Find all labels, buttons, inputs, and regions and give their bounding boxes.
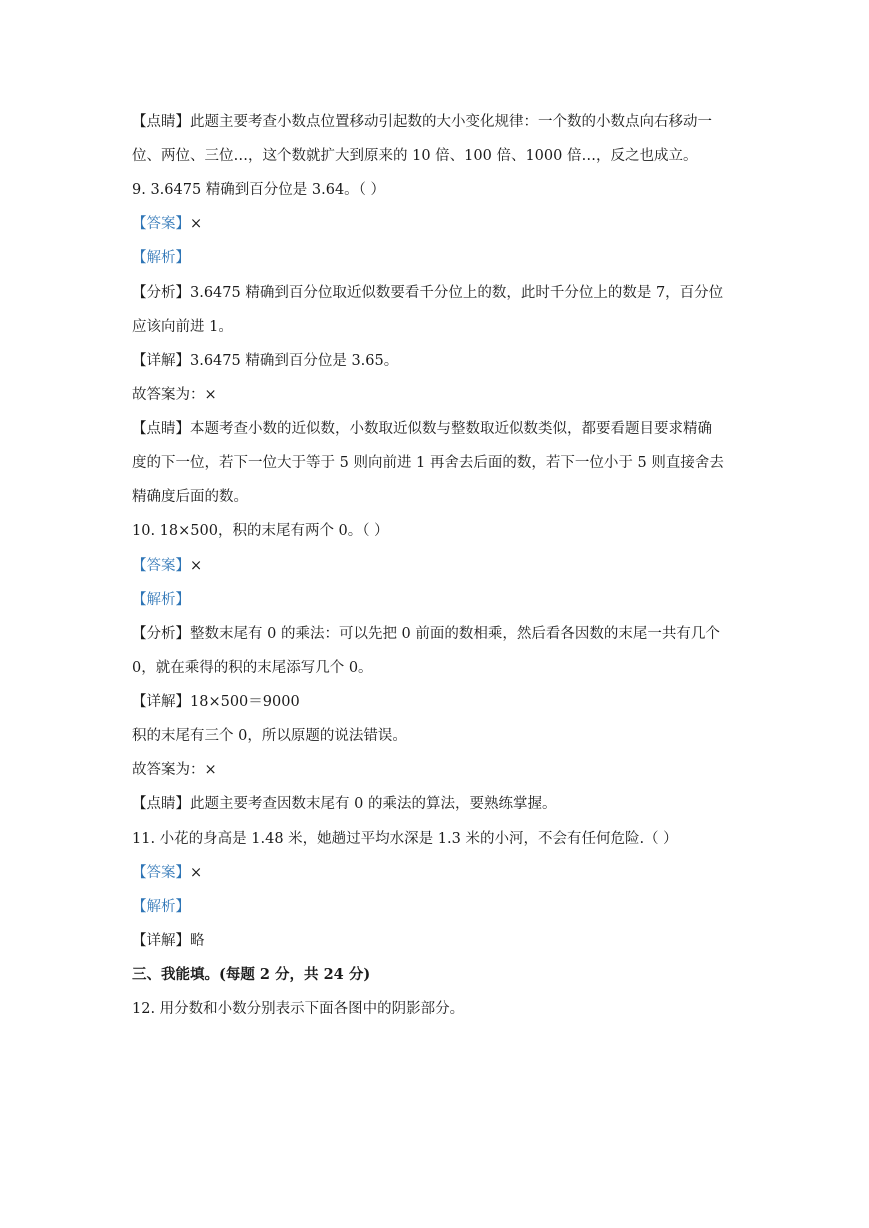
answer-tag: 【答案】: [132, 558, 190, 574]
fenxi-9-line-2: 应该向前进 1。: [132, 319, 233, 335]
fenxi-10-line-1: 【分析】整数末尾有 0 的乘法：可以先把 0 前面的数相乘，然后看各因数的末尾一共有几个: [132, 626, 720, 642]
xiangjie-11: 【详解】略: [132, 933, 205, 949]
answer-value: ×: [190, 865, 203, 881]
dianjing-9-line-2: 度的下一位，若下一位大于等于 5 则向前进 1 再舍去后面的数，若下一位小于 5 则直接舍去: [132, 455, 724, 471]
question-10: 10. 18×500，积的末尾有两个 0。（ ）: [132, 523, 389, 539]
answer-value: ×: [190, 558, 203, 574]
xiangjie-9: 【详解】3.6475 精确到百分位是 3.65。: [132, 353, 399, 369]
fenxi-10-line-2: 0，就在乘得的积的末尾添写几个 0。: [132, 660, 373, 676]
answer-tag: 【答案】: [132, 865, 190, 881]
answer-value: ×: [190, 216, 203, 232]
conclusion-10: 故答案为：×: [132, 762, 217, 778]
jiexi-tag: 【解析】: [132, 250, 190, 266]
conclusion-9: 故答案为：×: [132, 387, 217, 403]
answer-11: [132, 863, 749, 883]
xiangjie-10: 【详解】18×500＝9000: [132, 694, 300, 710]
question-12: 12. 用分数和小数分别表示下面各图中的阴影部分。: [132, 1001, 465, 1017]
dianjing-9-line-3: 精确度后面的数。: [132, 489, 248, 505]
jiexi-10: [132, 590, 749, 610]
jiexi-9: [132, 248, 749, 268]
dianjing-line-1: 【点睛】此题主要考查小数点位置移动引起数的大小变化规律：一个数的小数点向右移动一: [132, 114, 712, 130]
answer-9: [132, 214, 749, 234]
jiexi-11: [132, 897, 749, 917]
jiexi-tag: 【解析】: [132, 592, 190, 608]
dianjing-line-2: 位、两位、三位…，这个数就扩大到原来的 10 倍、100 倍、1000 倍…，反之也成立。: [132, 148, 698, 164]
dianjing-9-line-1: 【点睛】本题考查小数的近似数，小数取近似数与整数取近似数类似，都要看题目要求精确: [132, 421, 712, 437]
jiexi-tag: 【解析】: [132, 899, 190, 915]
answer-tag: 【答案】: [132, 216, 190, 232]
section-heading-3: 三、我能填。(每题 2 分，共 24 分): [132, 966, 371, 983]
fenxi-9-line-1: 【分析】3.6475 精确到百分位取近似数要看千分位上的数，此时千分位上的数是 7，百分位: [132, 285, 724, 301]
xiangjie-10-line-2: 积的末尾有三个 0，所以原题的说法错误。: [132, 728, 407, 744]
question-11: 11. 小花的身高是 1.48 米，她趟过平均水深是 1.3 米的小河，不会有任何危险.（ ）: [132, 831, 678, 847]
answer-10: [132, 556, 749, 576]
dianjing-10: 【点睛】此题主要考查因数末尾有 0 的乘法的算法，要熟练掌握。: [132, 796, 557, 812]
question-9: 9. 3.6475 精确到百分位是 3.64。（ ）: [132, 182, 386, 198]
